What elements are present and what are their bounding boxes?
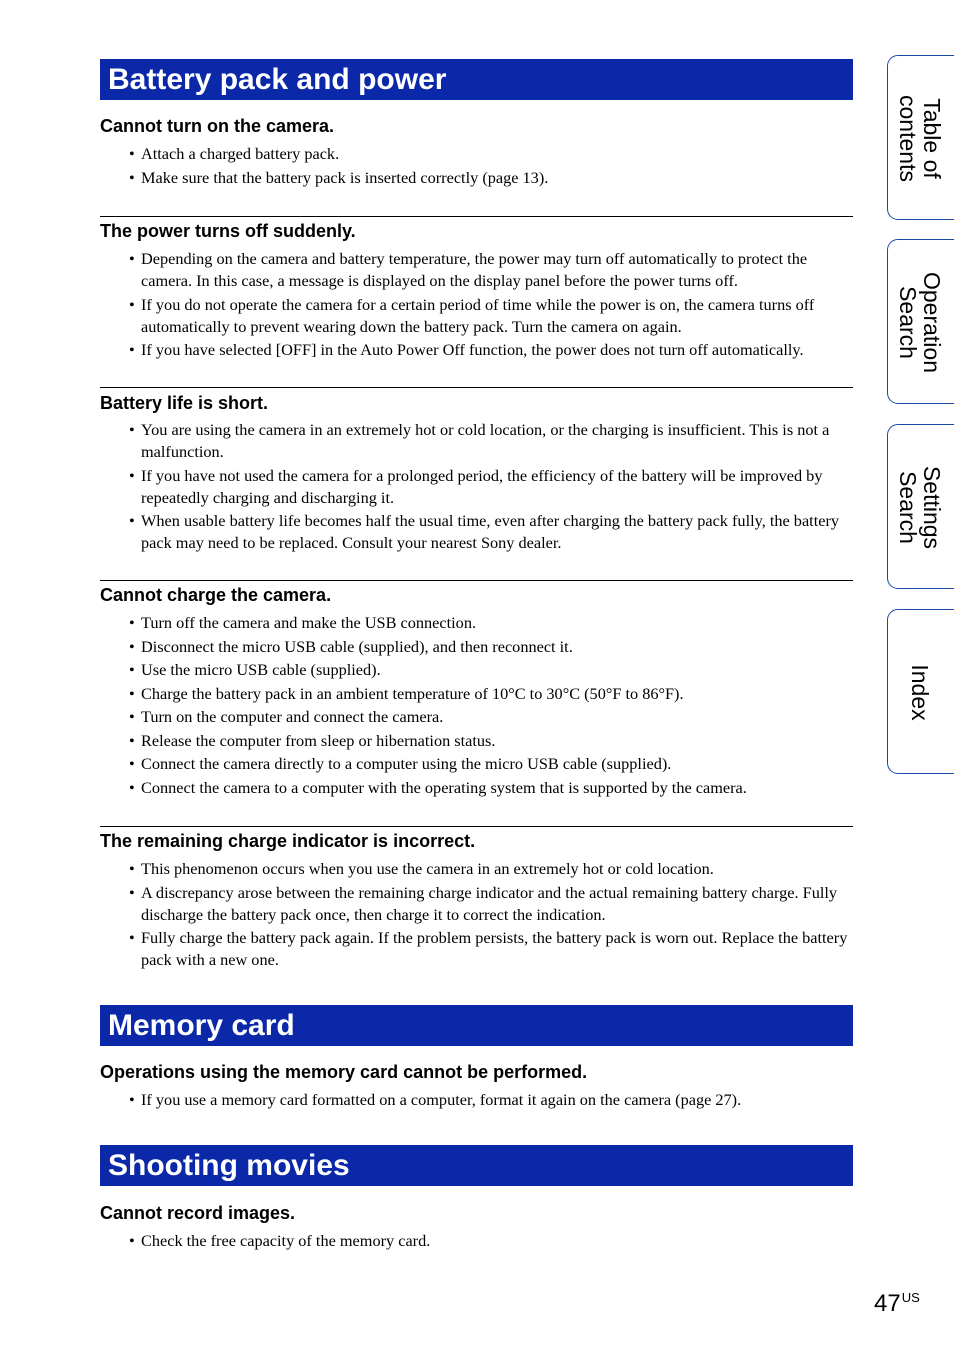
answer-list-cannot-turn-on	[128, 143, 854, 190]
question-cannot-record: Cannot record images.	[100, 1203, 296, 1223]
page-number-value: 47	[874, 1290, 901, 1317]
answer-list-power-turns-off	[128, 248, 854, 363]
tab-label	[887, 425, 954, 590]
list-item: • When usable battery life becomes half the usual time, even after charging the battery pack fully, the battery pack may need to be replaced. Consult your nearest Sony dealer.	[128, 510, 854, 554]
list-item: • If you use a memory card formatted on a computer, format it again on the camera (page 27).	[128, 1089, 854, 1111]
tab-label-line: Operation	[919, 271, 946, 373]
divider	[100, 580, 853, 581]
question-cannot-charge: Cannot charge the camera.	[100, 585, 332, 605]
list-item: • Connect the camera directly to a computer using the micro USB cable (supplied).	[128, 753, 854, 775]
question-power-turns-off: The power turns off suddenly.	[100, 221, 356, 241]
list-item: • If you have selected [OFF] in the Auto Power Off function, the power does not turn off automatically.	[128, 339, 854, 361]
list-item: • Charge the battery pack in an ambient temperature of 10°C to 30°C (50°F to 86°F).	[128, 683, 854, 705]
tab-label-line: contents	[895, 95, 922, 182]
section-title-battery: Battery pack and power	[100, 59, 853, 100]
list-item: • Disconnect the micro USB cable (supplied), and then reconnect it.	[128, 636, 854, 658]
divider	[100, 387, 853, 388]
list-item: • You are using the camera in an extremely hot or cold location, or the charging is insufficient. This is not a malfunction.	[128, 419, 854, 463]
tab-label-line: Settings	[919, 465, 946, 550]
list-item: • A discrepancy arose between the remaining charge indicator and the actual remaining battery charge. Fully discharge the battery pack once, then charge it to correct the indication.	[128, 882, 854, 926]
list-item: • Turn on the computer and connect the camera.	[128, 706, 854, 728]
answer-list-charge-indicator	[128, 858, 854, 973]
list-item: • Fully charge the battery pack again. If the problem persists, the battery pack is worn out. Replace the battery pack with a new one.	[128, 927, 854, 971]
answer-list-cannot-charge	[128, 612, 854, 800]
answer-list-memory-card-ops	[128, 1089, 854, 1113]
tab-label	[887, 240, 954, 405]
question-memory-card-ops: Operations using the memory card cannot be performed.	[100, 1062, 588, 1082]
list-item: • Attach a charged battery pack.	[128, 143, 854, 165]
list-item: • Connect the camera to a computer with the operating system that is supported by the camera.	[128, 777, 854, 799]
page-number	[874, 1290, 920, 1318]
list-item: • Check the free capacity of the memory card.	[128, 1230, 854, 1252]
divider	[100, 216, 853, 217]
tab-settings-search[interactable]	[887, 424, 954, 589]
tab-label-line: Search	[895, 286, 922, 359]
tab-operation-search[interactable]	[887, 239, 954, 404]
list-item: • Depending on the camera and battery temperature, the power may turn off automatically to protect the camera. In this case, a message is displayed on the display panel before the power turns off.	[128, 248, 854, 292]
list-item: • If you have not used the camera for a prolonged period, the efficiency of the battery will be improved by repeatedly charging and discharging it.	[128, 465, 854, 509]
list-item: • Release the computer from sleep or hibernation status.	[128, 730, 854, 752]
list-item: • Use the micro USB cable (supplied).	[128, 659, 854, 681]
question-charge-indicator: The remaining charge indicator is incorrect.	[100, 831, 476, 851]
list-item: • Turn off the camera and make the USB connection.	[128, 612, 854, 634]
list-item: • If you do not operate the camera for a certain period of time while the power is on, the camera turns off automatically to prevent wearing down the battery pack. Turn the camera on again.	[128, 294, 854, 338]
tab-table-of-contents[interactable]	[887, 55, 954, 220]
page-number-suffix: US	[901, 1290, 920, 1305]
divider	[100, 826, 853, 827]
list-item: • This phenomenon occurs when you use the camera in an extremely hot or cold location.	[128, 858, 854, 880]
section-title-shooting-movies: Shooting movies	[100, 1145, 853, 1186]
tab-label-line: Table of	[919, 98, 946, 179]
tab-label-line: Search	[895, 471, 922, 544]
tab-label-line: Index	[907, 664, 934, 721]
question-cannot-turn-on: Cannot turn on the camera.	[100, 116, 335, 136]
tab-label	[887, 610, 954, 775]
tab-index[interactable]	[887, 609, 954, 774]
list-item: • Make sure that the battery pack is inserted correctly (page 13).	[128, 167, 854, 189]
section-title-memory-card: Memory card	[100, 1005, 853, 1046]
tab-label	[887, 56, 954, 221]
question-battery-life: Battery life is short.	[100, 393, 269, 413]
answer-list-battery-life	[128, 419, 854, 556]
answer-list-cannot-record	[128, 1230, 854, 1254]
